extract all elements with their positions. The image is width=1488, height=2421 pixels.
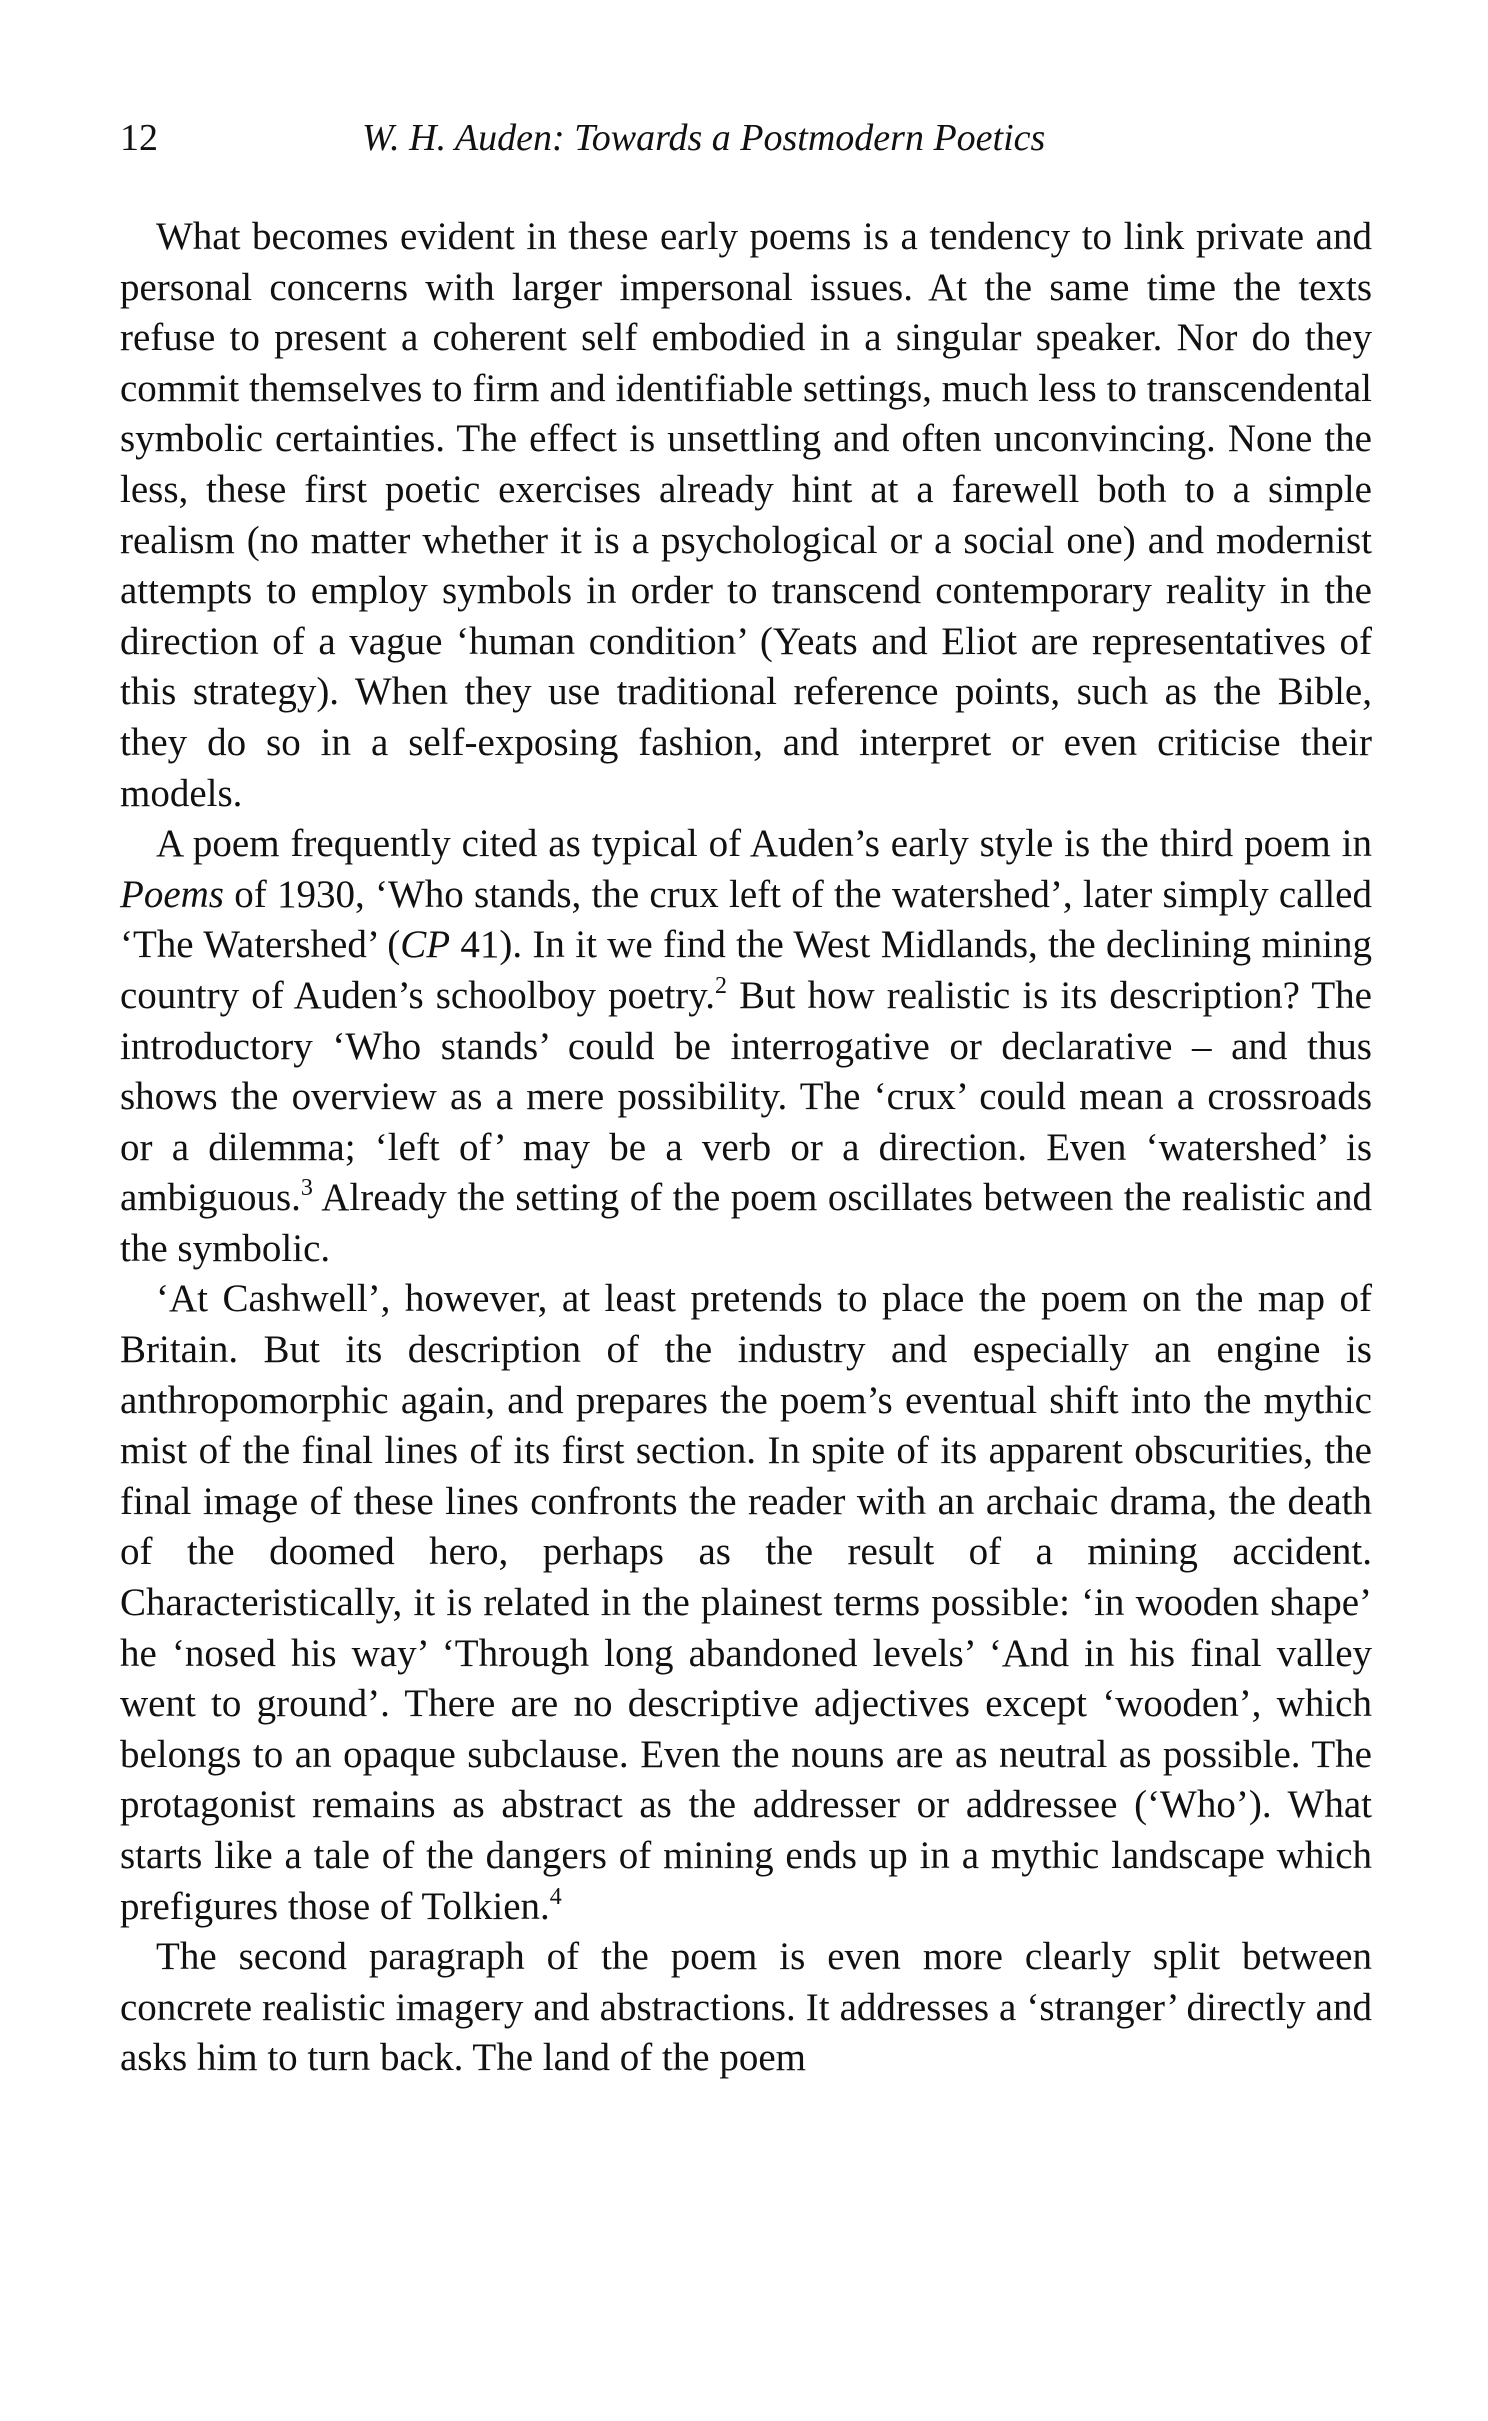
book-title-poems: Poems <box>120 872 224 916</box>
paragraph-1: What becomes evident in these early poems is a tendency to link private and personal concerns with larger impersonal issues. At the same time the texts refuse to present a coherent self embodied in a singular speaker. Nor do they commit themselves to firm and identifiable settings, much less to transcendental symbolic certainties. The effect is unsettling and often unconvincing. None the less, these first poetic exercises already hint at a farewell both to a simple realism (no matter whether it is a psychological or a social one) and modernist attempts to employ symbols in order to transcend contemporary reality in the direction of a vague ‘human condition’ (Yeats and Eliot are representatives of this strategy). When they use traditional reference points, such as the Bible, they do so in a self-exposing fashion, and interpret or even criticise their models. <box>120 215 1372 815</box>
running-head <box>120 112 1372 164</box>
paragraph-2-text-a: A poem frequently cited as typical of Auden’s early style is the third poem in <box>156 822 1372 866</box>
paragraph-3-text: ‘At Cashwell’, however, at least pretends to place the poem on the map of Britain. But its description of the industry and especially an engine is anthropomorphic again, and prepares the poem’s eventual shift into the mythic mist of the final lines of its first section. In spite of its apparent obscurities, the final image of these lines confronts the reader with an archaic drama, the death of the doomed hero, perhaps as the result of a mining accident. Characteristically, it is related in the plainest terms possible: ‘in wooden shape’ he ‘nosed his way’ ‘Through long abandoned levels’ ‘And in his final valley went to ground’. There are no descriptive adjectives except ‘wooden’, which belongs to an opaque subclause. Even the nouns are as neutral as possible. The protagonist remains as abstract as the addresser or addressee (‘Who’). What starts like a tale of the dangers of mining ends up in a mythic landscape which prefigures those of Tolkien. <box>120 1277 1372 1928</box>
footnote-marker-4[interactable]: 4 <box>549 1883 562 1910</box>
footnote-marker-3[interactable]: 3 <box>300 1175 313 1202</box>
footnote-marker-2[interactable]: 2 <box>715 972 727 999</box>
paragraph-2-text-e: 41). In it we find the West Midlands, the declining mining country of Auden’s schoolboy poetry. <box>120 923 1372 1017</box>
page-number: 12 <box>120 117 158 159</box>
paragraph-3 <box>120 1274 1372 1932</box>
body-text <box>120 212 1372 2084</box>
abbreviation-cp: CP <box>400 923 451 967</box>
paragraph-4: The second paragraph of the poem is even more clearly split between concrete realistic imagery and abstractions. It addresses a ‘stranger’ directly and asks him to turn back. The land of the poem <box>120 1935 1372 2080</box>
paragraph-2 <box>120 819 1372 1274</box>
running-title: W. H. Auden: Towards a Postmodern Poetics <box>362 117 1046 159</box>
paragraph-2-text-f: But how realistic is its description? The introductory ‘Who stands’ could be interrogative or declarative – and thus shows the overview as a mere possibility. The ‘crux’ could mean a crossroads or a dilemma; ‘left of’ may be a verb or a direction. Even ‘watershed’ is ambiguous. <box>120 973 1372 1220</box>
paragraph-2-text-c: of 1930, ‘Who stands, the crux left of the watershed’, later simply called ‘The Watershed’ ( <box>120 872 1372 967</box>
paragraph-2-text-g: Already the setting of the poem oscillates between the realistic and the symbolic. <box>120 1176 1372 1270</box>
